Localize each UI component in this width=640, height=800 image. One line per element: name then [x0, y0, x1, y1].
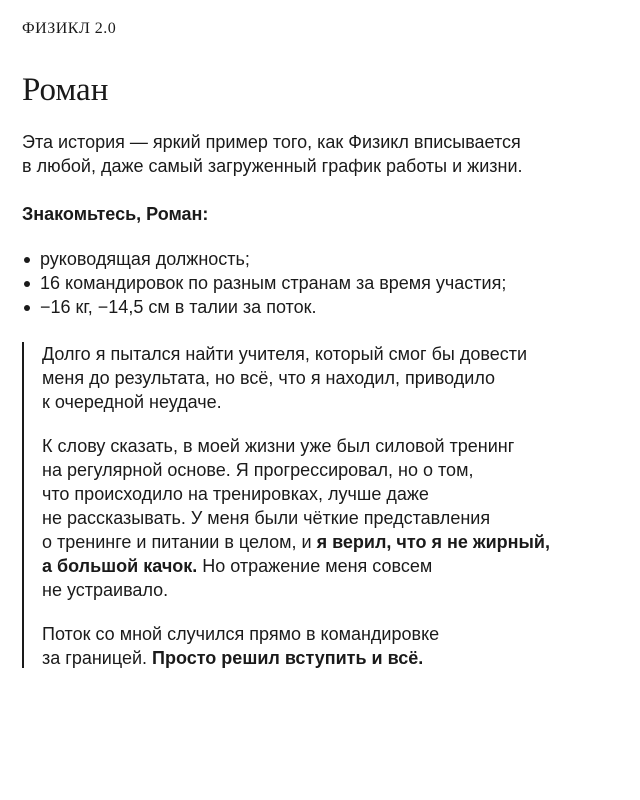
meet-label: Знакомьтесь, Роман: [22, 204, 209, 224]
quote-paragraph-1 [42, 342, 624, 414]
quote-line: Долго я пытался найти учителя, который смог бы довести [42, 344, 528, 364]
intro-line: Эта история — яркий пример того, как Физикл вписывается [22, 132, 521, 152]
quote-line: на регулярной основе. Я прогрессировал, но о том, [42, 460, 474, 480]
quote-line [42, 646, 624, 670]
quote-line: не устраивало. [42, 580, 169, 600]
page-title: Роман [22, 72, 109, 108]
list-item: 16 командировок по разным странам за время участия; [22, 271, 506, 295]
list-item: −16 кг, −14,5 см в талии за поток. [22, 295, 506, 319]
quote-line: меня до результата, но всё, что я находил, приводило [42, 368, 496, 388]
intro-line: в любой, даже самый загруженный график работы и жизни. [22, 156, 523, 176]
quote-text: Но отражение меня совсем [197, 556, 433, 576]
quote-text: за границей. [42, 648, 153, 668]
testimonial-quote [22, 342, 624, 668]
quote-line: Поток со мной случился прямо в командировке [42, 624, 440, 644]
intro-paragraph [22, 130, 632, 178]
list-item: руководящая должность; [22, 247, 506, 271]
quote-emphasis: а большой качок. [42, 556, 198, 576]
quote-line: К слову сказать, в моей жизни уже был силовой тренинг [42, 436, 515, 456]
quote-emphasis: я верил, что я не жирный, [316, 532, 550, 552]
quote-line [42, 530, 624, 554]
quote-emphasis: Просто решил вступить и всё. [152, 648, 424, 668]
quote-paragraph-2 [42, 434, 624, 602]
facts-list [22, 247, 506, 319]
quote-line [42, 554, 624, 578]
quote-line: к очередной неудаче. [42, 392, 222, 412]
quote-text: о тренинге и питании в целом, и [42, 532, 317, 552]
quote-paragraph-3 [42, 622, 624, 670]
quote-line: что происходило на тренировках, лучше даже [42, 484, 429, 504]
brand-logo: ФИЗИКЛ 2.0 [22, 20, 117, 37]
quote-line: не рассказывать. У меня были чёткие представления [42, 508, 491, 528]
